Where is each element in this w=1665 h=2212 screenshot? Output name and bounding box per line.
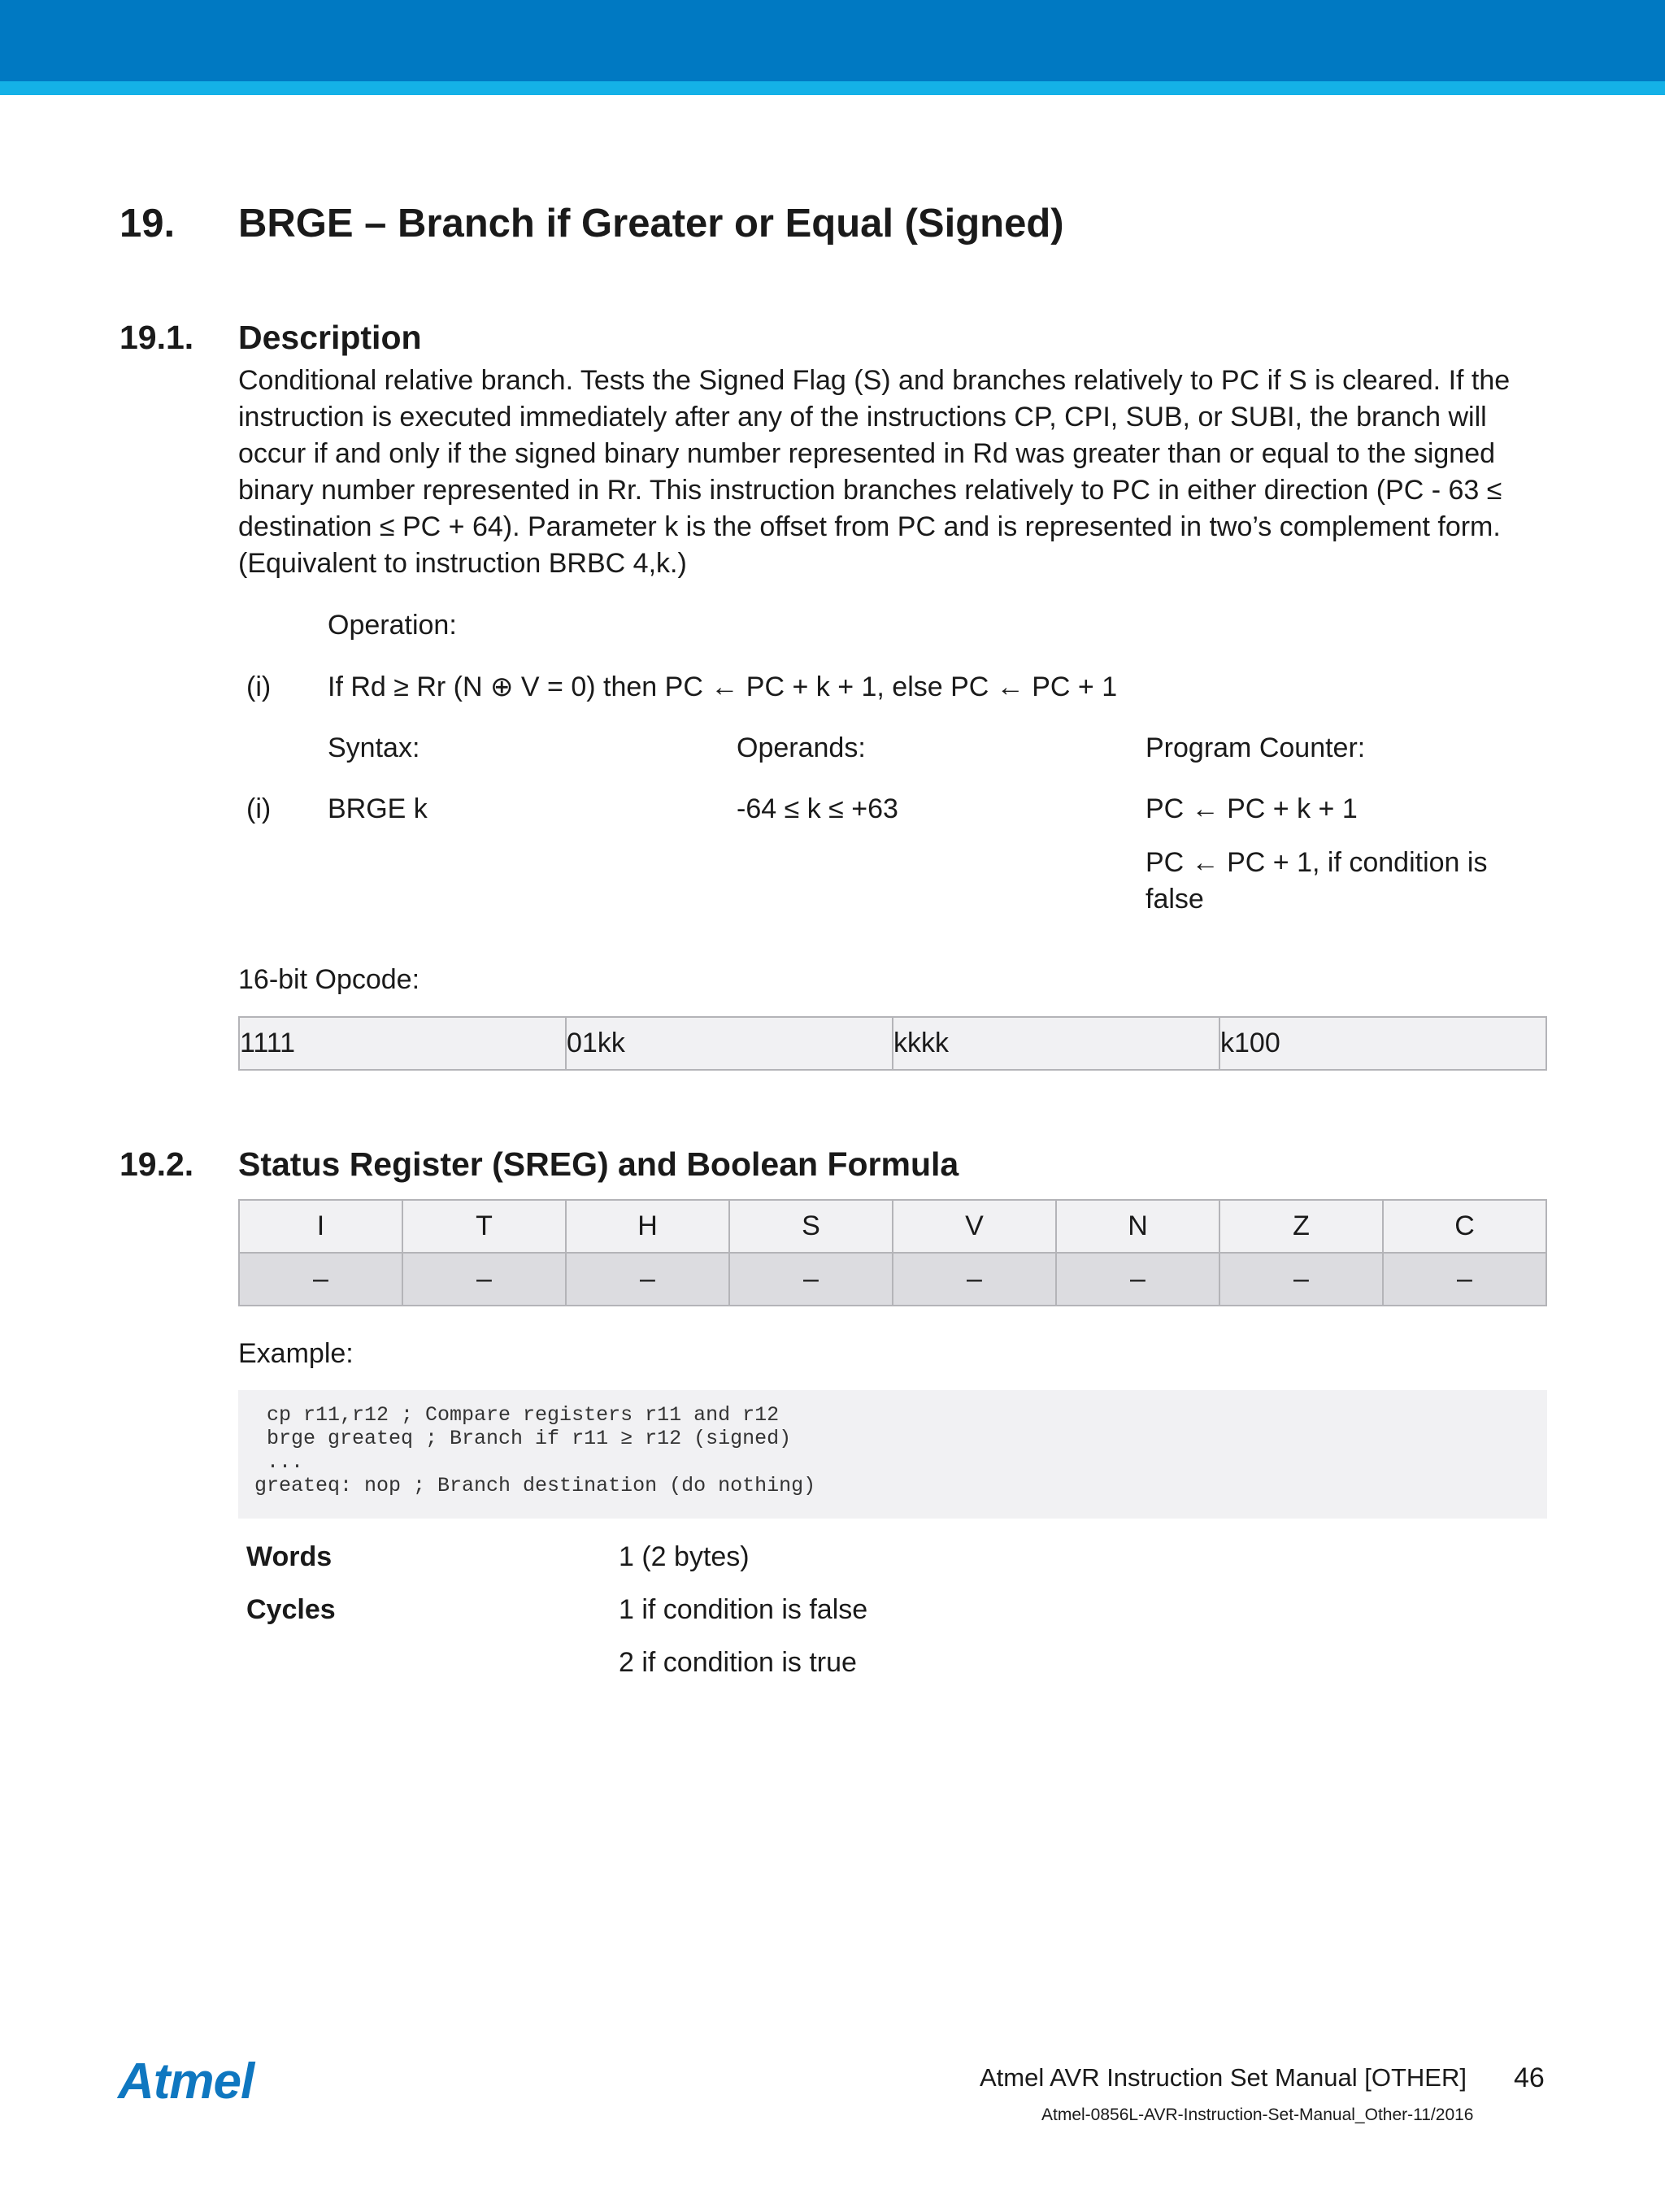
opcode-cell: 1111 <box>239 1017 566 1070</box>
sreg-heading: Status Register (SREG) and Boolean Formula <box>238 1145 959 1183</box>
operands-label: Operands: <box>737 732 866 763</box>
cycles-false-value: 1 if condition is false <box>619 1594 868 1625</box>
pc-true-value: PC ← PC + k + 1 <box>1146 793 1358 824</box>
atmel-logo: Atmel <box>118 2053 254 2110</box>
sreg-value: – <box>402 1253 566 1306</box>
sreg-value-row <box>239 1253 1546 1306</box>
sreg-value: – <box>239 1253 402 1306</box>
example-label: Example: <box>238 1338 354 1369</box>
opcode-cell: 01kk <box>566 1017 893 1070</box>
description-number: 19.1. <box>120 319 194 356</box>
opcode-row <box>239 1017 1546 1070</box>
description-line: occur if and only if the signed binary number represented in Rd was greater than or equal to the signed <box>238 438 1496 469</box>
operation-label: Operation: <box>328 610 457 641</box>
sreg-flag: H <box>566 1200 729 1253</box>
cycles-true-value: 2 if condition is true <box>619 1647 857 1678</box>
syntax-value: BRGE k <box>328 793 428 824</box>
opcode-table <box>238 1016 1547 1071</box>
sreg-value: – <box>729 1253 893 1306</box>
sreg-number: 19.2. <box>120 1145 194 1183</box>
sreg-value: – <box>566 1253 729 1306</box>
sreg-value: – <box>893 1253 1056 1306</box>
syntax-index: (i) <box>246 793 272 824</box>
program-counter-label: Program Counter: <box>1146 732 1366 763</box>
footer-doc-id: Atmel-0856L-AVR-Instruction-Set-Manual_Other-11/2016 <box>1041 2106 1474 2124</box>
opcode-cell: k100 <box>1219 1017 1546 1070</box>
pc-false-value-cont: false <box>1146 884 1204 915</box>
syntax-label: Syntax: <box>328 732 420 763</box>
description-line: Conditional relative branch. Tests the Signed Flag (S) and branches relatively to PC if S is cleared. If the <box>238 365 1511 396</box>
pc-false-value: PC ← PC + 1, if condition is <box>1146 847 1488 878</box>
description-line: instruction is executed immediately after any of the instructions CP, CPI, SUB, or SUBI, the branch will <box>238 402 1487 432</box>
operation-formula: If Rd ≥ Rr (N ⊕ V = 0) then PC ← PC + k + 1, else PC ← PC + 1 <box>328 671 1118 702</box>
sreg-flag: I <box>239 1200 402 1253</box>
opcode-cell: kkkk <box>893 1017 1219 1070</box>
sreg-value: – <box>1383 1253 1546 1306</box>
footer-manual-title: Atmel AVR Instruction Set Manual [OTHER] <box>980 2063 1467 2092</box>
sreg-flag: T <box>402 1200 566 1253</box>
description-heading: Description <box>238 319 422 356</box>
code-example-box <box>238 1390 1547 1519</box>
section-number: 19. <box>120 202 176 246</box>
words-label: Words <box>246 1541 333 1572</box>
header-bar <box>0 0 1665 81</box>
operands-value: -64 ≤ k ≤ +63 <box>737 793 898 824</box>
sreg-table <box>238 1199 1547 1306</box>
sreg-flag: S <box>729 1200 893 1253</box>
footer-page-number: 46 <box>1514 2062 1545 2093</box>
operation-index: (i) <box>246 671 272 702</box>
sreg-flag: Z <box>1219 1200 1383 1253</box>
sreg-flag: N <box>1056 1200 1219 1253</box>
sreg-flag-row <box>239 1200 1546 1253</box>
header-stripe <box>0 81 1665 95</box>
description-line: (Equivalent to instruction BRBC 4,k.) <box>238 548 687 579</box>
cycles-label: Cycles <box>246 1594 336 1625</box>
sreg-value: – <box>1056 1253 1219 1306</box>
sreg-value: – <box>1219 1253 1383 1306</box>
words-value: 1 (2 bytes) <box>619 1541 750 1572</box>
description-line: destination ≤ PC + 64). Parameter k is the offset from PC and is represented in two’s complement form. <box>238 511 1501 542</box>
sreg-flag: C <box>1383 1200 1546 1253</box>
section-title: BRGE – Branch if Greater or Equal (Signed) <box>238 202 1064 246</box>
description-paragraph <box>238 363 1555 582</box>
opcode-label: 16-bit Opcode: <box>238 964 420 995</box>
sreg-flag: V <box>893 1200 1056 1253</box>
description-line: binary number represented in Rr. This instruction branches relatively to PC in either direction (PC - 63 ≤ <box>238 475 1502 506</box>
code-example: cp r11,r12 ; Compare registers r11 and r12 brge greateq ; Branch if r11 ≥ r12 (signed) ... greateq: nop ; Branch destination (do nothing) <box>254 1403 816 1497</box>
